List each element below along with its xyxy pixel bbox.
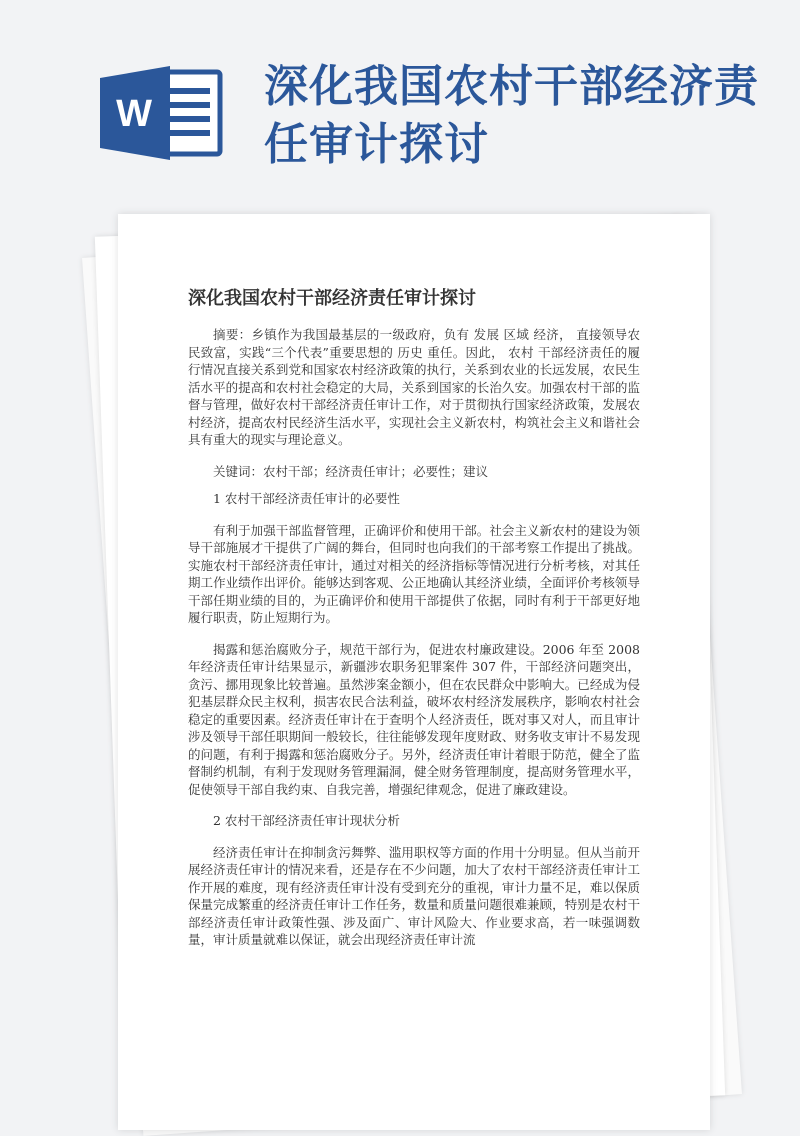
section-1-paragraph-1: 有利于加强干部监督管理，正确评价和使用干部。社会主义新农村的建设为领导干部施展才干提供了广阔的舞台，但同时也向我们的干部考察工作提出了挑战。实施农村干部经济责任审计，通过对相关的经济指标等情况进行分析考核，对其任期工作业绩作出评价。能够达到客观、公正地确认其经济业绩，全面评价考核领导干部任期业绩的目的，为正确评价和使用干部提供了依据，同时有利于干部更好地履行职责，防止短期行为。 [188,522,640,625]
abstract-paragraph: 摘要：乡镇作为我国最基层的一级政府，负有 发展 区域 经济， 直接领导农民致富，实践“三个代表”重要思想的 历史 重任。因此， 农村 干部经济责任的履行情况直接关系到党和国家农村经济政策的执行，关系到农业的长远发展，农民生活水平的提高和农村社会稳定的大局，关系到国家的长治久安。加强农村干部的监督与管理，做好农村干部经济责任审计工作，对于贯彻执行国家经济政策，发展农村经济，提高农村民经济生活水平，实现社会主义新农村，构筑社会主义和谐社会具有重大的现实与理论意义。 [188,327,640,447]
keywords-line: 关键词：农村干部；经济责任审计；必要性；建议 [213,463,489,479]
document-page [118,214,710,1130]
section-1-paragraph-2: 揭露和惩治腐败分子，规范干部行为，促进农村廉政建设。2006 年至 2008 年经济责任审计结果显示，新疆涉农职务犯罪案件 307 件，干部经济问题突出，贪污、挪用现象比较普遍。虽然涉案金额小，但在农民群众中影响大。已经成为侵犯基层群众民主权利，损害农民合法利益，破坏农村经济发展秩序，影响农村社会稳定的重要因素。经济责任审计在于查明个人经济责任，既对事又对人，而且审计涉及领导干部任职期间一般较长，往往能够发现年度财政、财务收支审计不易发现的问题，有利于揭露和惩治腐败分子。另外，经济责任审计着眼于防范，健全了监督制约机制，有利于发现财务管理漏洞，健全财务管理制度，提高财务管理水平，促使领导干部自我约束、自我完善，增强纪律观念，促进了廉政建设。 [188,641,640,797]
section-1-heading: 1 农村干部经济责任审计的必要性 [213,491,400,506]
section-2-paragraph-1: 经济责任审计在抑制贪污舞弊、滥用职权等方面的作用十分明显。但从当前开展经济责任审计的情况来看，还是存在不少问题，加大了农村干部经济责任审计工作开展的难度，现有经济责任审计没有受到充分的重视，审计力量不足，难以保质保量完成繁重的经济责任审计工作任务，数量和质量问题很难兼顾，特别是农村干部经济责任审计政策性强、涉及面广、审计风险大、作业要求高，若一味强调数量，审计质量就难以保证，就会出现经济责任审计流 [188,844,640,947]
banner-title: 深化我国农村干部经济责任审计探讨 [264,61,759,170]
word-app-icon [98,64,230,162]
document-title: 深化我国农村干部经济责任审计探讨 [188,288,476,309]
word-icon-letter: W [116,93,152,135]
section-2-heading: 2 农村干部经济责任审计现状分析 [213,813,400,828]
document-body [188,326,640,963]
